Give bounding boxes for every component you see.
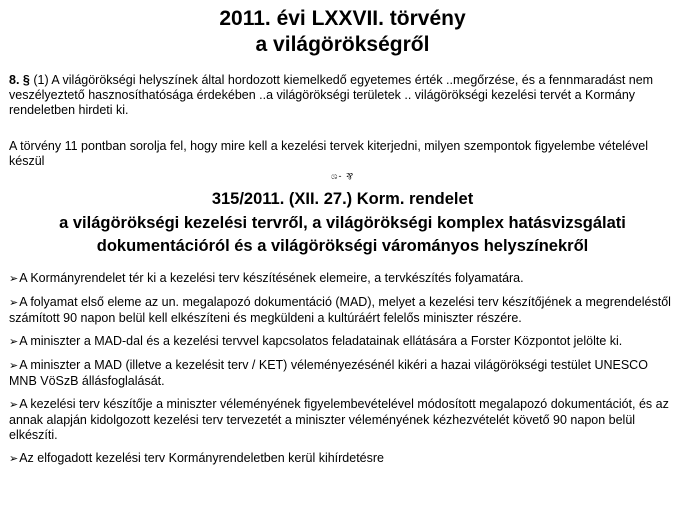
bullet-text: A miniszter a MAD (illetve a kezelésit terv / KET) véleményezésénél kikéri a hazai világörökségi testület UNESCO MNB VöSzB állásfoglalását. [9,358,648,388]
decree-title: 315/2011. (XII. 27.) Korm. rendelet [211,190,474,208]
decree-subtitle-line1: a világörökségi kezelési tervről, a világörökségi komplex hatásvizsgálati [59,214,626,232]
bullet-text: A Kormányrendelet tér ki a kezelési terv készítésének elemeire, a tervkészítés folyamatára. [19,271,524,285]
bullet-item [9,295,679,326]
arrow-bullet-icon: ➢ [9,453,19,465]
bullet-item [9,271,679,287]
arrow-bullet-icon: ➢ [9,297,19,309]
arrow-bullet-icon: ➢ [9,399,19,411]
arrow-bullet-icon: ➢ [9,336,19,348]
bullet-item [9,451,679,467]
arrow-bullet-icon: ➢ [9,360,19,372]
law-title: 2011. évi LXXVII. törvény [219,7,466,30]
bullet-text: A miniszter a MAD-dal és a kezelési tervvel kapcsolatos feladatainak ellátására a Forster Központot jelölte ki. [19,334,623,348]
law-note-paragraph: A törvény 11 pontban sorolja fel, hogy mire kell a kezelési tervek kiterjedni, milyen szempontok figyelembe vételével készül [9,139,648,168]
section-text: (1) A világörökségi helyszínek által hordozott kiemelkedő egyetemes érték ..megőrzése, és a fennmaradást nem veszélyeztető hasznosíthatósága érdekében ..a világörökségi területek .. világörökségi kezelési tervét a Kormány rendeletben hirdeti ki. [9,73,654,117]
bullet-text: Az elfogadott kezelési terv Kormányrendeletben kerül kihírdetésre [19,451,384,465]
arrow-bullet-icon: ➢ [9,273,19,285]
bullet-list [9,271,679,475]
ornament-divider: ශ- ⅋ [331,171,354,181]
decree-subtitle-line2: dokumentációról és a világörökségi várományos helyszínekről [96,237,589,255]
bullet-item [9,334,679,350]
bullet-item [9,397,679,443]
bullet-item [9,358,679,389]
section-marker: 8. § [9,73,30,87]
bullet-text: A kezelési terv készítője a miniszter véleményének figyelembevételével módosított megalapozó dokumentációt, és az annak alapján kidolgozott kezelési terv tervezetét a miniszter véleményének kézhezvételét követő 90 napon belül elkészíti. [9,397,669,442]
law-subtitle: a világörökségről [255,33,430,56]
bullet-text: A folyamat első eleme az un. megalapozó dokumentáció (MAD), melyet a kezelési terv készítőjének a megrendeléstől számított 90 napon belül kell elkészíteni és megküldeni a kultúráért felelős miniszter részére. [9,295,671,325]
section-paragraph [9,73,679,118]
